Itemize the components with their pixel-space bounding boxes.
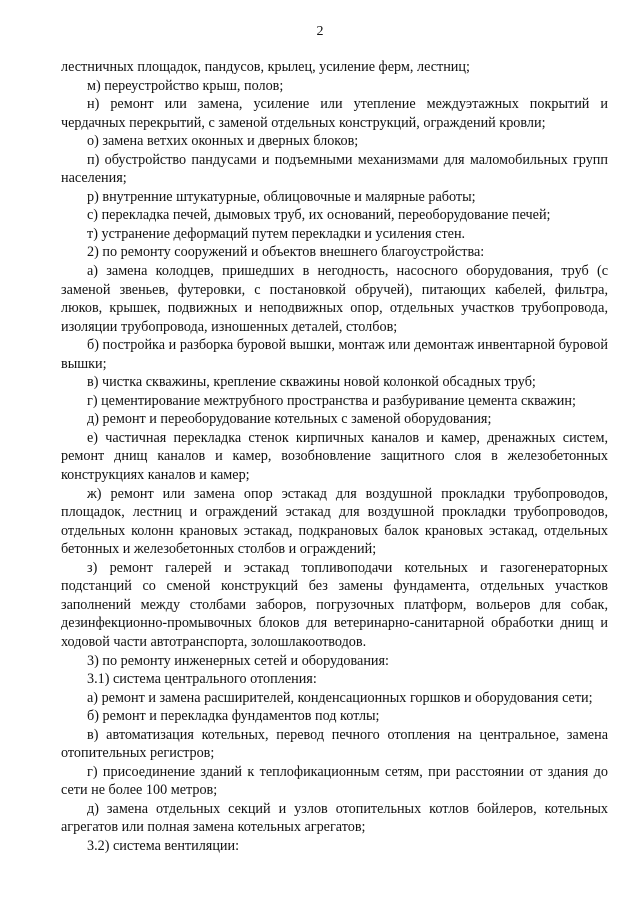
paragraph: о) замена ветхих оконных и дверных блоков; [87,133,359,150]
paragraph: д) замена отдельных секций и узлов отопительных котлов бойлеров, котельных агрегатов или полная замена котельных агрегатов; [61,800,608,836]
paragraph: г) присоединение зданий к теплофикационным сетям, при расстоянии от здания до сети не более 100 метров; [61,763,608,799]
paragraph: з) ремонт галерей и эстакад топливоподачи котельных и газогенераторных подстанций со сменой конструкций без замены фундамента, отдельных участков заполнений между столбами заборов, погрузочных платформ, вольеров для собак, дезинфекционно-промывочных блоков для ветеринарно-санитарной обработки днищ и ходовой части автотранспорта, золошлакоотводов. [61,559,608,650]
paragraph: 3.1) система центрального отопления: [87,671,317,688]
paragraph: 2) по ремонту сооружений и объектов внешнего благоустройства: [87,244,485,261]
paragraph: п) обустройство пандусами и подъемными механизмами для маломобильных групп населения; [61,151,608,187]
paragraph: р) внутренние штукатурные, облицовочные и малярные работы; [87,188,476,205]
paragraph: д) ремонт и переоборудование котельных с заменой оборудования; [87,411,492,428]
paragraph: в) автоматизация котельных, перевод печного отопления на центральное, замена отопительных регистров; [61,726,608,762]
paragraph: н) ремонт или замена, усиление или утепление междуэтажных покрытий и чердачных перекрытий, с заменой отдельных конструкций, ограждений кровли; [61,96,608,131]
paragraph: ж) ремонт или замена опор эстакад для воздушной прокладки трубопроводов, площадок, лестниц и ограждений эстакад для воздушной прокладки трубопроводов, отдельных колонн крановых эстакад, подкрановых балок крановых эстакад, отдельных бетонных и железобетонных столбов и ограждений; [61,485,608,558]
paragraph: 3.2) система вентиляции: [87,837,240,854]
paragraph: 3) по ремонту инженерных сетей и оборудования: [87,652,389,669]
document-body [61,58,608,856]
paragraph: б) постройка и разборка буровой вышки, монтаж или демонтаж инвентарной буровой вышки; [61,337,608,372]
paragraph: м) переустройство крыш, полов; [87,77,284,94]
paragraph: е) частичная перекладка стенок кирпичных каналов и камер, дренажных систем, ремонт днищ каналов и камер, возобновление защитного слоя в железобетонных конструкциях каналов и камер; [61,429,608,484]
paragraph: лестничных площадок, пандусов, крылец, усиление ферм, лестниц; [61,59,470,75]
paragraph: с) перекладка печей, дымовых труб, их оснований, переоборудование печей; [87,207,551,224]
paragraph: в) чистка скважины, крепление скважины новой колонкой обсадных труб; [87,374,536,391]
paragraph: а) ремонт и замена расширителей, конденсационных горшков и оборудования сети; [87,689,593,706]
paragraph: г) цементирование межтрубного пространства и разбуривание цемента скважин; [87,392,576,409]
paragraph: б) ремонт и перекладка фундаментов под котлы; [87,708,380,725]
page-number: 2 [316,24,324,39]
paragraph: а) замена колодцев, пришедших в негодность, насосного оборудования, труб (с заменой звеньев, футеровки, с постановкой обручей), питающих кабелей, фильтра, люков, крышек, подвижных и неподвижных опор, отдельных участков трубопровода, изоляции трубопровода, изношенных деталей, столбов; [61,263,608,335]
paragraph: т) устранение деформаций путем перекладки и усиления стен. [87,225,466,242]
